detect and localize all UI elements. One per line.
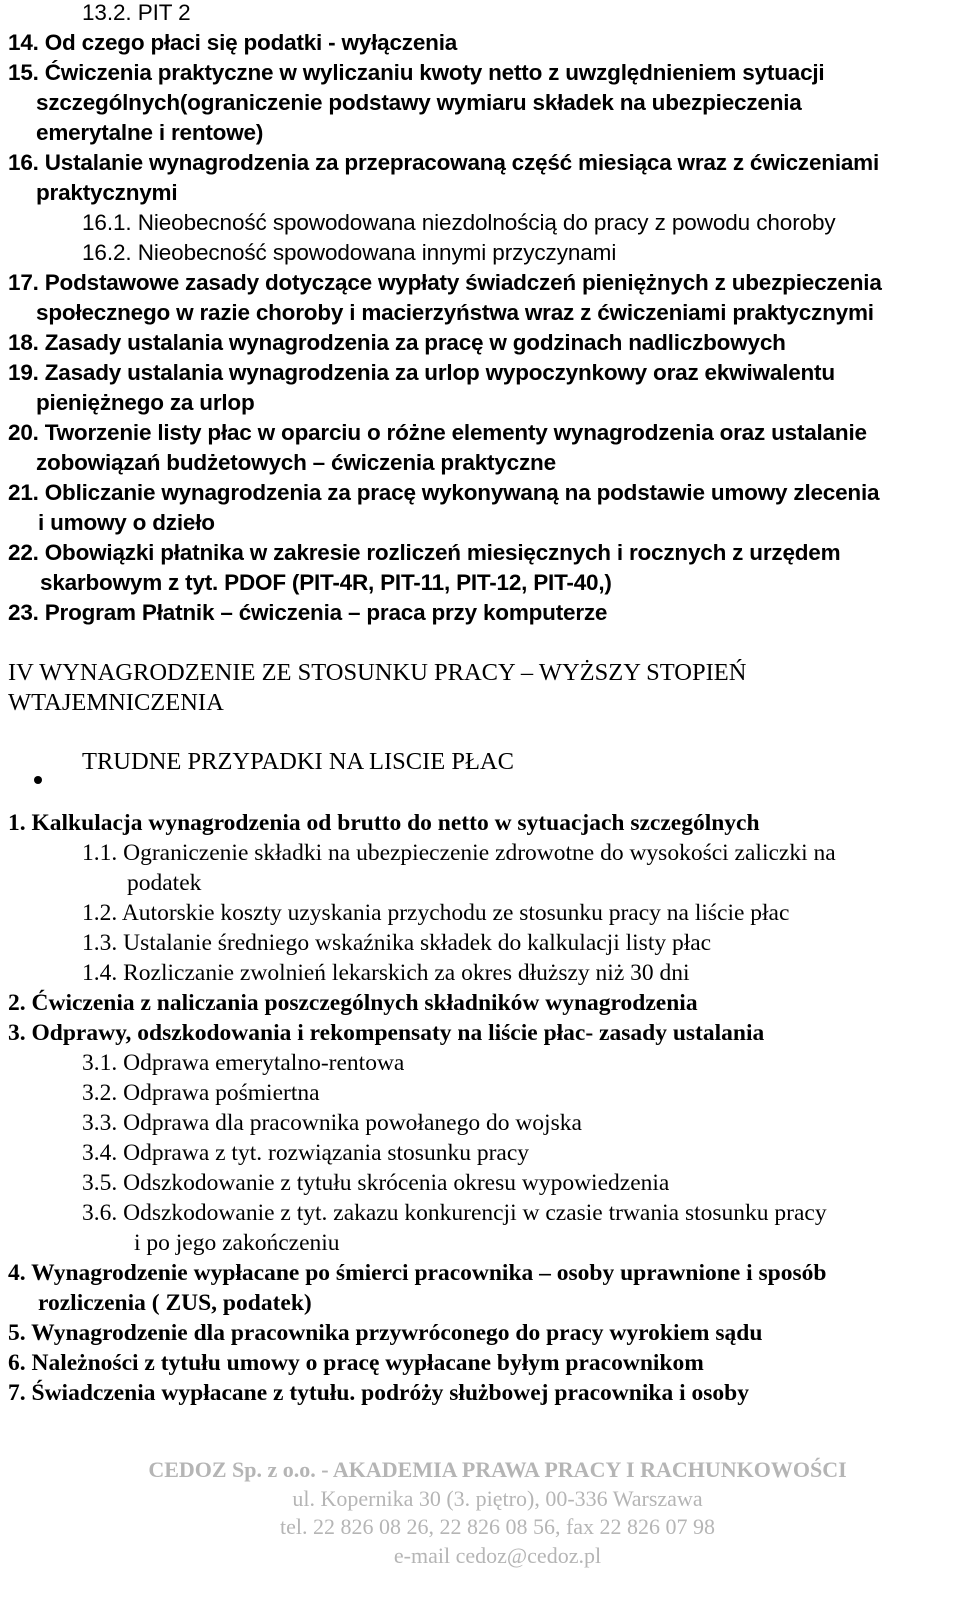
list-item: 16.1. Nieobecność spowodowana niezdolnością do pracy z powodu choroby — [82, 210, 836, 235]
list-item: 2. Ćwiczenia z naliczania poszczególnych składników wynagrodzenia — [8, 990, 698, 1016]
list-item: 3.1. Odprawa emerytalno-rentowa — [82, 1050, 405, 1076]
list-item: 3. Odprawy, odszkodowania i rekompensaty na liście płac- zasady ustalania — [8, 1020, 765, 1046]
list-item: 14. Od czego płaci się podatki - wyłączenia — [8, 30, 458, 55]
list-item: 1.4. Rozliczanie zwolnień lekarskich za okres dłuższy niż 30 dni — [82, 960, 690, 986]
bullet-dot-icon — [34, 776, 42, 784]
footer-email: e-mail cedoz@cedoz.pl — [393, 1543, 602, 1568]
list-item: 1.1. Ograniczenie składki na ubezpieczenie zdrowotne do wysokości zaliczki na — [82, 840, 836, 866]
list-item: 4. Wynagrodzenie wypłacane po śmierci pracownika – osoby uprawnione i sposób — [8, 1260, 827, 1286]
list-item: 3.4. Odprawa z tyt. rozwiązania stosunku pracy — [82, 1140, 530, 1166]
list-item: szczególnych(ograniczenie podstawy wymiaru składek na ubezpieczenia — [36, 90, 802, 115]
footer-company: CEDOZ Sp. z o.o. - AKADEMIA PRAWA PRACY I RACHUNKOWOŚCI — [148, 1457, 847, 1482]
bullet-item: TRUDNE PRZYPADKI NA LISCIE PŁAC — [82, 748, 514, 775]
section-heading-continued: WTAJEMNICZENIA — [8, 689, 224, 716]
list-item: 20. Tworzenie listy płac w oparciu o różne elementy wynagrodzenia oraz ustalanie — [8, 420, 867, 445]
list-item: 21. Obliczanie wynagrodzenia za pracę wykonywaną na podstawie umowy zlecenia — [8, 480, 880, 505]
list-item: 3.2. Odprawa pośmiertna — [82, 1080, 320, 1106]
list-item: 6. Należności z tytułu umowy o pracę wypłacane byłym pracownikom — [8, 1350, 704, 1376]
list-item: 15. Ćwiczenia praktyczne w wyliczaniu kwoty netto z uwzględnieniem sytuacji — [8, 60, 825, 85]
list-item: 1.2. Autorskie koszty uzyskania przychodu ze stosunku pracy na liście płac — [82, 900, 790, 926]
list-item: 1.3. Ustalanie średniego wskaźnika składek do kalkulacji listy płac — [82, 930, 712, 956]
list-item: 22. Obowiązki płatnika w zakresie rozliczeń miesięcznych i rocznych z urzędem — [8, 540, 841, 565]
list-item: skarbowym z tyt. PDOF (PIT-4R, PIT-11, PIT-12, PIT-40,) — [40, 570, 612, 595]
list-item: 7. Świadczenia wypłacane z tytułu. podróży służbowej pracownika i osoby — [8, 1380, 749, 1406]
list-item: społecznego w razie choroby i macierzyństwa wraz z ćwiczeniami praktycznymi — [36, 300, 874, 325]
list-item: podatek — [127, 870, 202, 896]
list-item: 13.2. PIT 2 — [82, 0, 191, 25]
list-item: 1. Kalkulacja wynagrodzenia od brutto do netto w sytuacjach szczególnych — [8, 810, 760, 836]
list-item: 5. Wynagrodzenie dla pracownika przywróconego do pracy wyrokiem sądu — [8, 1320, 763, 1346]
list-item: 17. Podstawowe zasady dotyczące wypłaty świadczeń pieniężnych z ubezpieczenia — [8, 270, 882, 295]
list-item: i umowy o dzieło — [38, 510, 215, 535]
footer-phone: tel. 22 826 08 26, 22 826 08 56, fax 22 826 07 98 — [279, 1514, 716, 1539]
list-item: 23. Program Płatnik – ćwiczenia – praca przy komputerze — [8, 600, 608, 625]
list-item: 16.2. Nieobecność spowodowana innymi przyczynami — [82, 240, 617, 265]
list-item: emerytalne i rentowe) — [36, 120, 264, 145]
list-item: pieniężnego za urlop — [36, 390, 255, 415]
list-item: praktycznymi — [36, 180, 178, 205]
list-item: rozliczenia ( ZUS, podatek) — [38, 1290, 312, 1316]
list-item: 3.5. Odszkodowanie z tytułu skrócenia okresu wypowiedzenia — [82, 1170, 670, 1196]
list-item: 16. Ustalanie wynagrodzenia za przepracowaną część miesiąca wraz z ćwiczeniami — [8, 150, 880, 175]
list-item: zobowiązań budżetowych – ćwiczenia praktyczne — [36, 450, 556, 475]
list-item: 19. Zasady ustalania wynagrodzenia za urlop wypoczynkowy oraz ekwiwalentu — [8, 360, 835, 385]
list-item: i po jego zakończeniu — [134, 1230, 340, 1256]
section-heading: IV WYNAGRODZENIE ZE STOSUNKU PRACY – WYŻSZY STOPIEŃ — [8, 659, 747, 686]
list-item: 3.6. Odszkodowanie z tyt. zakazu konkurencji w czasie trwania stosunku pracy — [82, 1200, 827, 1226]
list-item: 18. Zasady ustalania wynagrodzenia za pracę w godzinach nadliczbowych — [8, 330, 786, 355]
footer-address: ul. Kopernika 30 (3. piętro), 00-336 Warszawa — [292, 1486, 703, 1511]
list-item: 3.3. Odprawa dla pracownika powołanego do wojska — [82, 1110, 582, 1136]
